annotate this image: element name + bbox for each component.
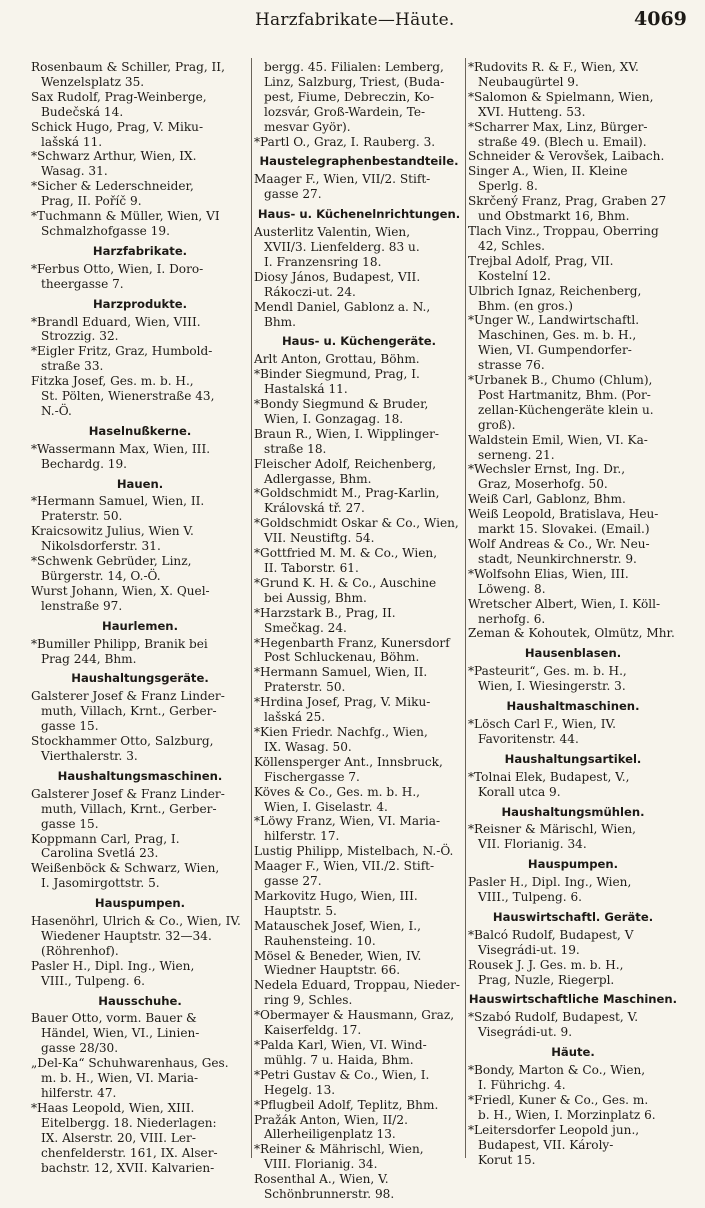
entry-line: *Gottfried M. M. & Co., Wien,	[254, 546, 438, 561]
entry-line: Wolf Andreas & Co., Wr. Neu-	[468, 537, 650, 551]
entry-line: „Del-Ka“ Schuhwarenhaus, Ges.	[31, 1056, 229, 1071]
entry-line: *Wechsler Ernst, Ing. Dr.,	[468, 462, 626, 477]
entry-line: und Obstmarkt 16, Bhm.	[478, 209, 630, 224]
entry-line: Linz, Salzburg, Triest, (Buda-	[264, 74, 445, 89]
entry-line: Královská tř. 27.	[264, 501, 365, 516]
entry-line: VIII. Florianig. 34.	[264, 1157, 378, 1172]
entry-line: Weißenböck & Schwarz, Wien,	[31, 861, 220, 876]
entry-line: Fleischer Adolf, Reichenberg,	[254, 456, 437, 471]
entry-line: Adlergasse, Bhm.	[264, 471, 372, 486]
entry-line: bachstr. 12, XVII. Kalvarien-	[41, 1160, 215, 1175]
column-rule	[465, 58, 466, 1158]
entry-line: Weiß Leopold, Bratislava, Heu-	[468, 507, 659, 522]
entry-line: *Urbanek B., Chumo (Chlum),	[468, 373, 653, 388]
entry-line: gasse 27.	[264, 187, 322, 202]
entry-line: *Wolfsohn Elias, Wien, III.	[468, 566, 629, 581]
entry-line: Sax Rudolf, Prag-Weinberge,	[31, 89, 207, 104]
entry-line: Fitzka Josef, Ges. m. b. H.,	[31, 374, 194, 389]
entry-line: *Pflugbeil Adolf, Teplitz, Bhm.	[254, 1097, 439, 1112]
entry-line: I. Franzensring 18.	[264, 254, 382, 269]
entry-line: Singer A., Wien, II. Kleine	[468, 164, 628, 179]
entry-line: *Bumiller Philipp, Branik bei	[31, 636, 208, 651]
entry-line: Zeman & Kohoutek, Olmütz, Mhr.	[468, 626, 675, 641]
entry-line: Rauhensteing. 10.	[264, 933, 376, 948]
entry-line: Löweng. 8.	[478, 581, 546, 596]
section-heading: Hausschuhe.	[98, 993, 182, 1008]
entry-line: Sperlg. 8.	[478, 179, 538, 194]
entry-line: Schick Hugo, Prag, V. Miku-	[31, 119, 204, 134]
entry-line: *Brandl Eduard, Wien, VIII.	[31, 314, 201, 329]
entry-line: *Rudovits R. & F., Wien, XV.	[468, 60, 639, 74]
entry-line: Schönbrunnerstr. 98.	[264, 1187, 395, 1200]
entry-line: Post Schluckenau, Böhm.	[264, 650, 420, 665]
entry-line: Trejbal Adolf, Prag, VII.	[468, 253, 614, 268]
entry-line: I. Führichg. 4.	[478, 1078, 566, 1092]
entry-line: Wurst Johann, Wien, X. Quel-	[31, 583, 210, 598]
entry-line: Maschinen, Ges. m. b. H.,	[478, 328, 637, 343]
entry-line: *Bondy, Marton & Co., Wien,	[468, 1063, 646, 1078]
entry-line: *Balcó Rudolf, Budapest, V	[468, 927, 634, 942]
entry-line: gasse 27.	[264, 874, 322, 889]
entry-line: (Röhrenhof).	[41, 943, 119, 958]
entry-line: Post Hartmanitz, Bhm. (Por-	[478, 387, 651, 402]
entry-line: Ulbrich Ignaz, Reichenberg,	[468, 283, 642, 298]
entry-line: *Bondy Siegmund & Bruder,	[254, 397, 429, 412]
entry-line: *Petri Gustav & Co., Wien, I.	[254, 1067, 430, 1082]
directory-column-2	[254, 60, 464, 1200]
entry-line: Skrčený Franz, Prag, Graben 27	[468, 194, 667, 209]
entry-line: 42, Schles.	[478, 238, 545, 253]
entry-line: groß).	[478, 417, 516, 432]
entry-line: b. H., Wien, I. Morzinplatz 6.	[478, 1107, 656, 1122]
entry-line: Wenzelsplatz 35.	[41, 74, 145, 89]
entry-line: strasse 76.	[478, 358, 545, 373]
entry-line: Hasenöhrl, Ulrich & Co., Wien, IV.	[31, 914, 241, 929]
entry-line: markt 15. Slovakei. (Email.)	[478, 522, 650, 537]
entry-line: Köllensperger Ant., Innsbruck,	[254, 754, 443, 769]
entry-line: Kostelní 12.	[478, 268, 551, 283]
entry-line: Maager F., Wien, VII/2. Stift-	[254, 172, 431, 187]
section-heading: Harzfabrikate.	[92, 243, 188, 258]
entry-line: straße 18.	[264, 441, 327, 456]
entry-line: hilferstr. 47.	[41, 1086, 117, 1100]
entry-line: *Eigler Fritz, Graz, Humbold-	[31, 344, 213, 359]
entry-line: bergg. 45. Filialen: Lemberg,	[264, 60, 444, 74]
entry-line: Strozzig. 32.	[41, 329, 119, 344]
entry-line: Vierthalerstr. 3.	[41, 748, 138, 763]
entry-line: Arlt Anton, Grottau, Böhm.	[254, 352, 420, 367]
entry-line: mesvar Györ).	[264, 119, 351, 134]
running-head-title: Harzfabrikate—Häute.	[255, 10, 455, 30]
entry-line: *Palda Karl, Wien, VI. Wind-	[254, 1038, 427, 1052]
entry-line: *Reiner & Mährischl, Wien,	[254, 1142, 424, 1157]
entry-line: *Leitersdorfer Leopold jun.,	[468, 1122, 640, 1137]
entry-line: Fischergasse 7.	[264, 769, 360, 784]
entry-line: Markovitz Hugo, Wien, III.	[254, 888, 418, 903]
section-heading: Harzprodukte.	[92, 296, 188, 311]
entry-line: *Salomon & Spielmann, Wien,	[468, 89, 654, 104]
entry-line: bei Aussig, Bhm.	[264, 590, 367, 605]
entry-line: Kraicsowitz Julius, Wien V.	[31, 524, 194, 539]
entry-line: XVII/3. Lienfelderg. 83 u.	[264, 239, 420, 254]
entry-line: *Tuchmann & Müller, Wien, VI	[31, 209, 220, 224]
entry-line: *Haas Leopold, Wien, XIII.	[31, 1100, 195, 1115]
entry-line: *Scharrer Max, Linz, Bürger-	[468, 119, 648, 134]
entry-line: *Friedl, Kuner & Co., Ges. m.	[468, 1092, 649, 1107]
entry-line: II. Taborstr. 61.	[264, 561, 359, 575]
entry-line: Graz, Moserhofg. 50.	[478, 477, 608, 492]
section-heading: Haus- u. Küchengeräte.	[281, 334, 436, 349]
entry-line: Weiß Carl, Gablonz, Bhm.	[468, 492, 626, 507]
entry-line: Prag 244, Bhm.	[41, 651, 137, 666]
entry-line: chenfelderstr. 161, IX. Alser-	[41, 1145, 218, 1160]
entry-line: m. b. H., Wien, VI. Maria-	[41, 1071, 199, 1086]
entry-line: *Pasteurit“, Ges. m. b. H.,	[468, 664, 627, 679]
entry-line: Wretscher Albert, Wien, I. Köll-	[468, 596, 661, 611]
entry-line: Händel, Wien, VI., Linien-	[41, 1026, 200, 1041]
entry-line: Braun R., Wien, I. Wipplinger-	[254, 426, 439, 441]
entry-line: Bhm.	[264, 314, 296, 329]
column-rule	[251, 58, 252, 1158]
entry-line: Korall utca 9.	[478, 784, 561, 799]
entry-line: Wien, I. Wiesingerstr. 3.	[478, 679, 626, 694]
entry-line: Waldstein Emil, Wien, VI. Ka-	[468, 432, 648, 447]
entry-line: Kaiserfeldg. 17.	[264, 1023, 362, 1038]
section-heading: Haushaltungsartikel.	[504, 751, 642, 766]
entry-line: *Hrdina Josef, Prag, V. Miku-	[254, 695, 431, 710]
section-heading: Hauspumpen.	[527, 857, 619, 872]
entry-line: Schneider & Verovšek, Laibach.	[468, 149, 665, 164]
entry-line: lenstraße 97.	[41, 598, 123, 613]
entry-line: Rákoczi-ut. 24.	[264, 284, 356, 299]
directory-column-1	[31, 60, 249, 1200]
section-heading: Haushaltungsmaschinen.	[57, 768, 223, 783]
entry-line: gasse 15.	[41, 719, 99, 734]
entry-line: gasse 28/30.	[41, 1041, 119, 1056]
entry-line: Nikolsdorferstr. 31.	[41, 539, 161, 554]
section-heading: Haus- u. Küchenelnrichtungen.	[257, 207, 461, 222]
entry-line: *Löwy Franz, Wien, VI. Maria-	[254, 814, 441, 829]
section-heading: Hausenblasen.	[524, 646, 622, 661]
entry-line: *Hegenbarth Franz, Kunersdorf	[254, 635, 450, 650]
entry-line: *Hermann Samuel, Wien, II.	[31, 494, 205, 509]
entry-line: *Reisner & Märischl, Wien,	[468, 822, 637, 837]
entry-line: St. Pölten, Wienerstraße 43,	[41, 389, 215, 404]
entry-line: Köves & Co., Ges. m. b. H.,	[254, 784, 421, 799]
entry-line: Stockhammer Otto, Salzburg,	[31, 734, 214, 749]
entry-line: *Binder Siegmund, Prag, I.	[254, 367, 420, 382]
entry-line: nerhofg. 6.	[478, 611, 546, 626]
entry-line: Pražák Anton, Wien, II/2.	[254, 1112, 408, 1127]
entry-line: serneng. 21.	[478, 447, 555, 462]
entry-line: Galsterer Josef & Franz Linder-	[31, 689, 225, 704]
entry-line: Visegrádi-ut. 19.	[478, 942, 580, 957]
entry-line: lašská 11.	[41, 134, 103, 149]
entry-line: Hastalská 11.	[264, 382, 348, 397]
entry-line: Bhm. (en gros.)	[478, 298, 573, 313]
entry-line: *Grund K. H. & Co., Auschine	[254, 575, 437, 590]
entry-line: mühlg. 7 u. Haida, Bhm.	[264, 1052, 414, 1067]
entry-line: VIII., Tulpeng. 6.	[41, 973, 145, 988]
entry-line: Wien, I. Giselastr. 4.	[264, 799, 388, 814]
entry-line: hilferstr. 17.	[264, 829, 340, 844]
entry-line: Neubaugürtel 9.	[478, 74, 579, 89]
entry-line: *Wassermann Max, Wien, III.	[31, 441, 211, 456]
entry-line: Bechardg. 19.	[41, 456, 128, 471]
page-number: 4069	[634, 8, 687, 30]
entry-line: Nedela Eduard, Troppau, Nieder-	[254, 978, 461, 993]
entry-line: Praterstr. 50.	[41, 509, 123, 524]
entry-line: Allerheiligenplatz 13.	[264, 1127, 396, 1142]
entry-line: *Lösch Carl F., Wien, IV.	[468, 716, 616, 731]
entry-line: *Partl O., Graz, I. Rauberg. 3.	[254, 134, 436, 149]
section-heading: Hauswirtschaftliche Maschinen.	[468, 992, 678, 1007]
entry-line: Pasler H., Dipl. Ing., Wien,	[31, 958, 195, 973]
section-heading: Haustelegraphenbestandteile.	[259, 154, 459, 169]
section-heading: Hauen.	[116, 476, 164, 491]
entry-line: Wien, I. Gonzagag. 18.	[264, 411, 404, 426]
entry-line: Maager F., Wien, VII./2. Stift-	[254, 859, 435, 874]
entry-line: Lustig Philipp, Mistelbach, N.-Ö.	[254, 844, 454, 859]
entry-line: Rosenbaum & Schiller, Prag, II,	[31, 60, 225, 74]
entry-line: muth, Villach, Krnt., Gerber-	[41, 704, 217, 719]
entry-line: *Goldschmidt M., Prag-Karlin,	[254, 486, 440, 501]
entry-line: Hegelg. 13.	[264, 1082, 336, 1097]
entry-line: *Goldschmidt Oskar & Co., Wien,	[254, 516, 459, 531]
entry-line: *Schwenk Gebrüder, Linz,	[31, 554, 192, 569]
section-heading: Häute.	[551, 1045, 595, 1060]
entry-line: theergasse 7.	[41, 276, 124, 291]
entry-line: VII. Neustiftg. 54.	[264, 531, 375, 546]
entry-line: Prag, Nuzle, Riegerpl.	[478, 972, 615, 987]
entry-line: Koppmann Carl, Prag, I.	[31, 831, 180, 846]
entry-line: Praterstr. 50.	[264, 680, 346, 695]
entry-line: Matauschek Josef, Wien, I.,	[254, 918, 421, 933]
page-header	[0, 8, 705, 36]
entry-line: *Ferbus Otto, Wien, I. Doro-	[31, 261, 204, 276]
entry-line: Eitelbergg. 18. Niederlagen:	[41, 1115, 217, 1130]
entry-line: I. Jasomirgottstr. 5.	[41, 876, 160, 891]
entry-line: Smečkag. 24.	[264, 620, 347, 635]
entry-line: zellan-Küchengeräte klein u.	[478, 402, 654, 417]
entry-line: Mendl Daniel, Gablonz a. N.,	[254, 299, 431, 314]
entry-line: *Harzstark B., Prag, II.	[254, 605, 396, 620]
entry-line: straße 33.	[41, 359, 104, 374]
entry-line: *Hermann Samuel, Wien, II.	[254, 665, 428, 680]
section-heading: Hauswirtschaftl. Geräte.	[492, 909, 654, 924]
entry-line: *Sicher & Lederschneider,	[31, 179, 194, 194]
entry-line: IX. Wasag. 50.	[264, 739, 352, 754]
entry-line: *Kien Friedr. Nachfg., Wien,	[254, 724, 428, 739]
entry-line: *Obermayer & Hausmann, Graz,	[254, 1008, 455, 1023]
section-heading: Haushaltmaschinen.	[506, 699, 640, 714]
section-heading: Hauspumpen.	[94, 896, 186, 911]
entry-line: Prag, II. Poříč 9.	[41, 194, 142, 209]
section-heading: Haurlemen.	[102, 618, 178, 633]
entry-line: muth, Villach, Krnt., Gerber-	[41, 801, 217, 816]
entry-line: Korut 15.	[478, 1152, 536, 1167]
entry-line: Galsterer Josef & Franz Linder-	[31, 786, 225, 801]
entry-line: Bauer Otto, vorm. Bauer &	[31, 1011, 197, 1026]
section-heading: Haselnußkerne.	[88, 423, 192, 438]
entry-line: Wiedner Hauptstr. 66.	[264, 963, 401, 978]
section-heading: Haushaltungsmühlen.	[501, 804, 645, 819]
entry-line: *Unger W., Landwirtschaftl.	[468, 313, 640, 328]
entry-line: *Szabó Rudolf, Budapest, V.	[468, 1010, 639, 1025]
entry-line: Mösel & Beneder, Wien, IV.	[254, 948, 422, 963]
entry-line: Schmalzhofgasse 19.	[41, 223, 170, 238]
entry-line: Visegrádi-ut. 9.	[478, 1025, 573, 1040]
entry-line: Pasler H., Dipl. Ing., Wien,	[468, 875, 632, 890]
section-heading: Haushaltungsgeräte.	[71, 671, 209, 686]
entry-line: Wien, VI. Gumpendorfer-	[478, 343, 632, 358]
entry-line: ring 9, Schles.	[264, 993, 353, 1008]
directory-column-3	[468, 60, 678, 1200]
entry-line: lašská 25.	[264, 710, 326, 725]
entry-line: Favoritenstr. 44.	[478, 731, 579, 746]
entry-line: XVI. Hutteng. 53.	[478, 104, 586, 119]
entry-line: pest, Fiume, Debreczin, Ko-	[264, 89, 435, 104]
entry-line: VII. Florianig. 34.	[478, 837, 587, 852]
entry-line: *Tolnai Elek, Budapest, V.,	[468, 769, 630, 784]
entry-line: Rousek J. J. Ges. m. b. H.,	[468, 957, 624, 972]
entry-line: N.-Ö.	[41, 403, 72, 418]
entry-line: Wasag. 31.	[41, 164, 108, 179]
entry-line: VIII., Tulpeng. 6.	[478, 890, 582, 905]
entry-line: stadt, Neunkirchnerstr. 9.	[478, 551, 637, 566]
entry-line: gasse 15.	[41, 816, 99, 831]
entry-line: Tlach Vinz., Troppau, Oberring	[468, 223, 659, 238]
entry-line: Budečská 14.	[41, 104, 124, 119]
entry-line: Hauptstr. 5.	[264, 903, 337, 918]
entry-line: Diosy János, Budapest, VII.	[254, 269, 421, 284]
entry-line: Budapest, VII. Károly-	[478, 1137, 614, 1152]
entry-line: *Schwarz Arthur, Wien, IX.	[31, 149, 197, 164]
entry-line: IX. Alserstr. 20, VIII. Ler-	[41, 1130, 196, 1145]
entry-line: straße 49. (Blech u. Email).	[478, 134, 647, 149]
entry-line: Bürgerstr. 14, O.-Ö.	[41, 569, 161, 583]
entry-line: Rosenthal A., Wien, V.	[254, 1172, 389, 1187]
entry-line: Austerlitz Valentin, Wien,	[254, 225, 411, 240]
entry-line: Wiedener Hauptstr. 32—34.	[41, 928, 212, 943]
entry-line: lozsvár, Groß-Wardein, Te-	[264, 104, 426, 119]
entry-line: Carolina Svetlá 23.	[41, 846, 159, 861]
